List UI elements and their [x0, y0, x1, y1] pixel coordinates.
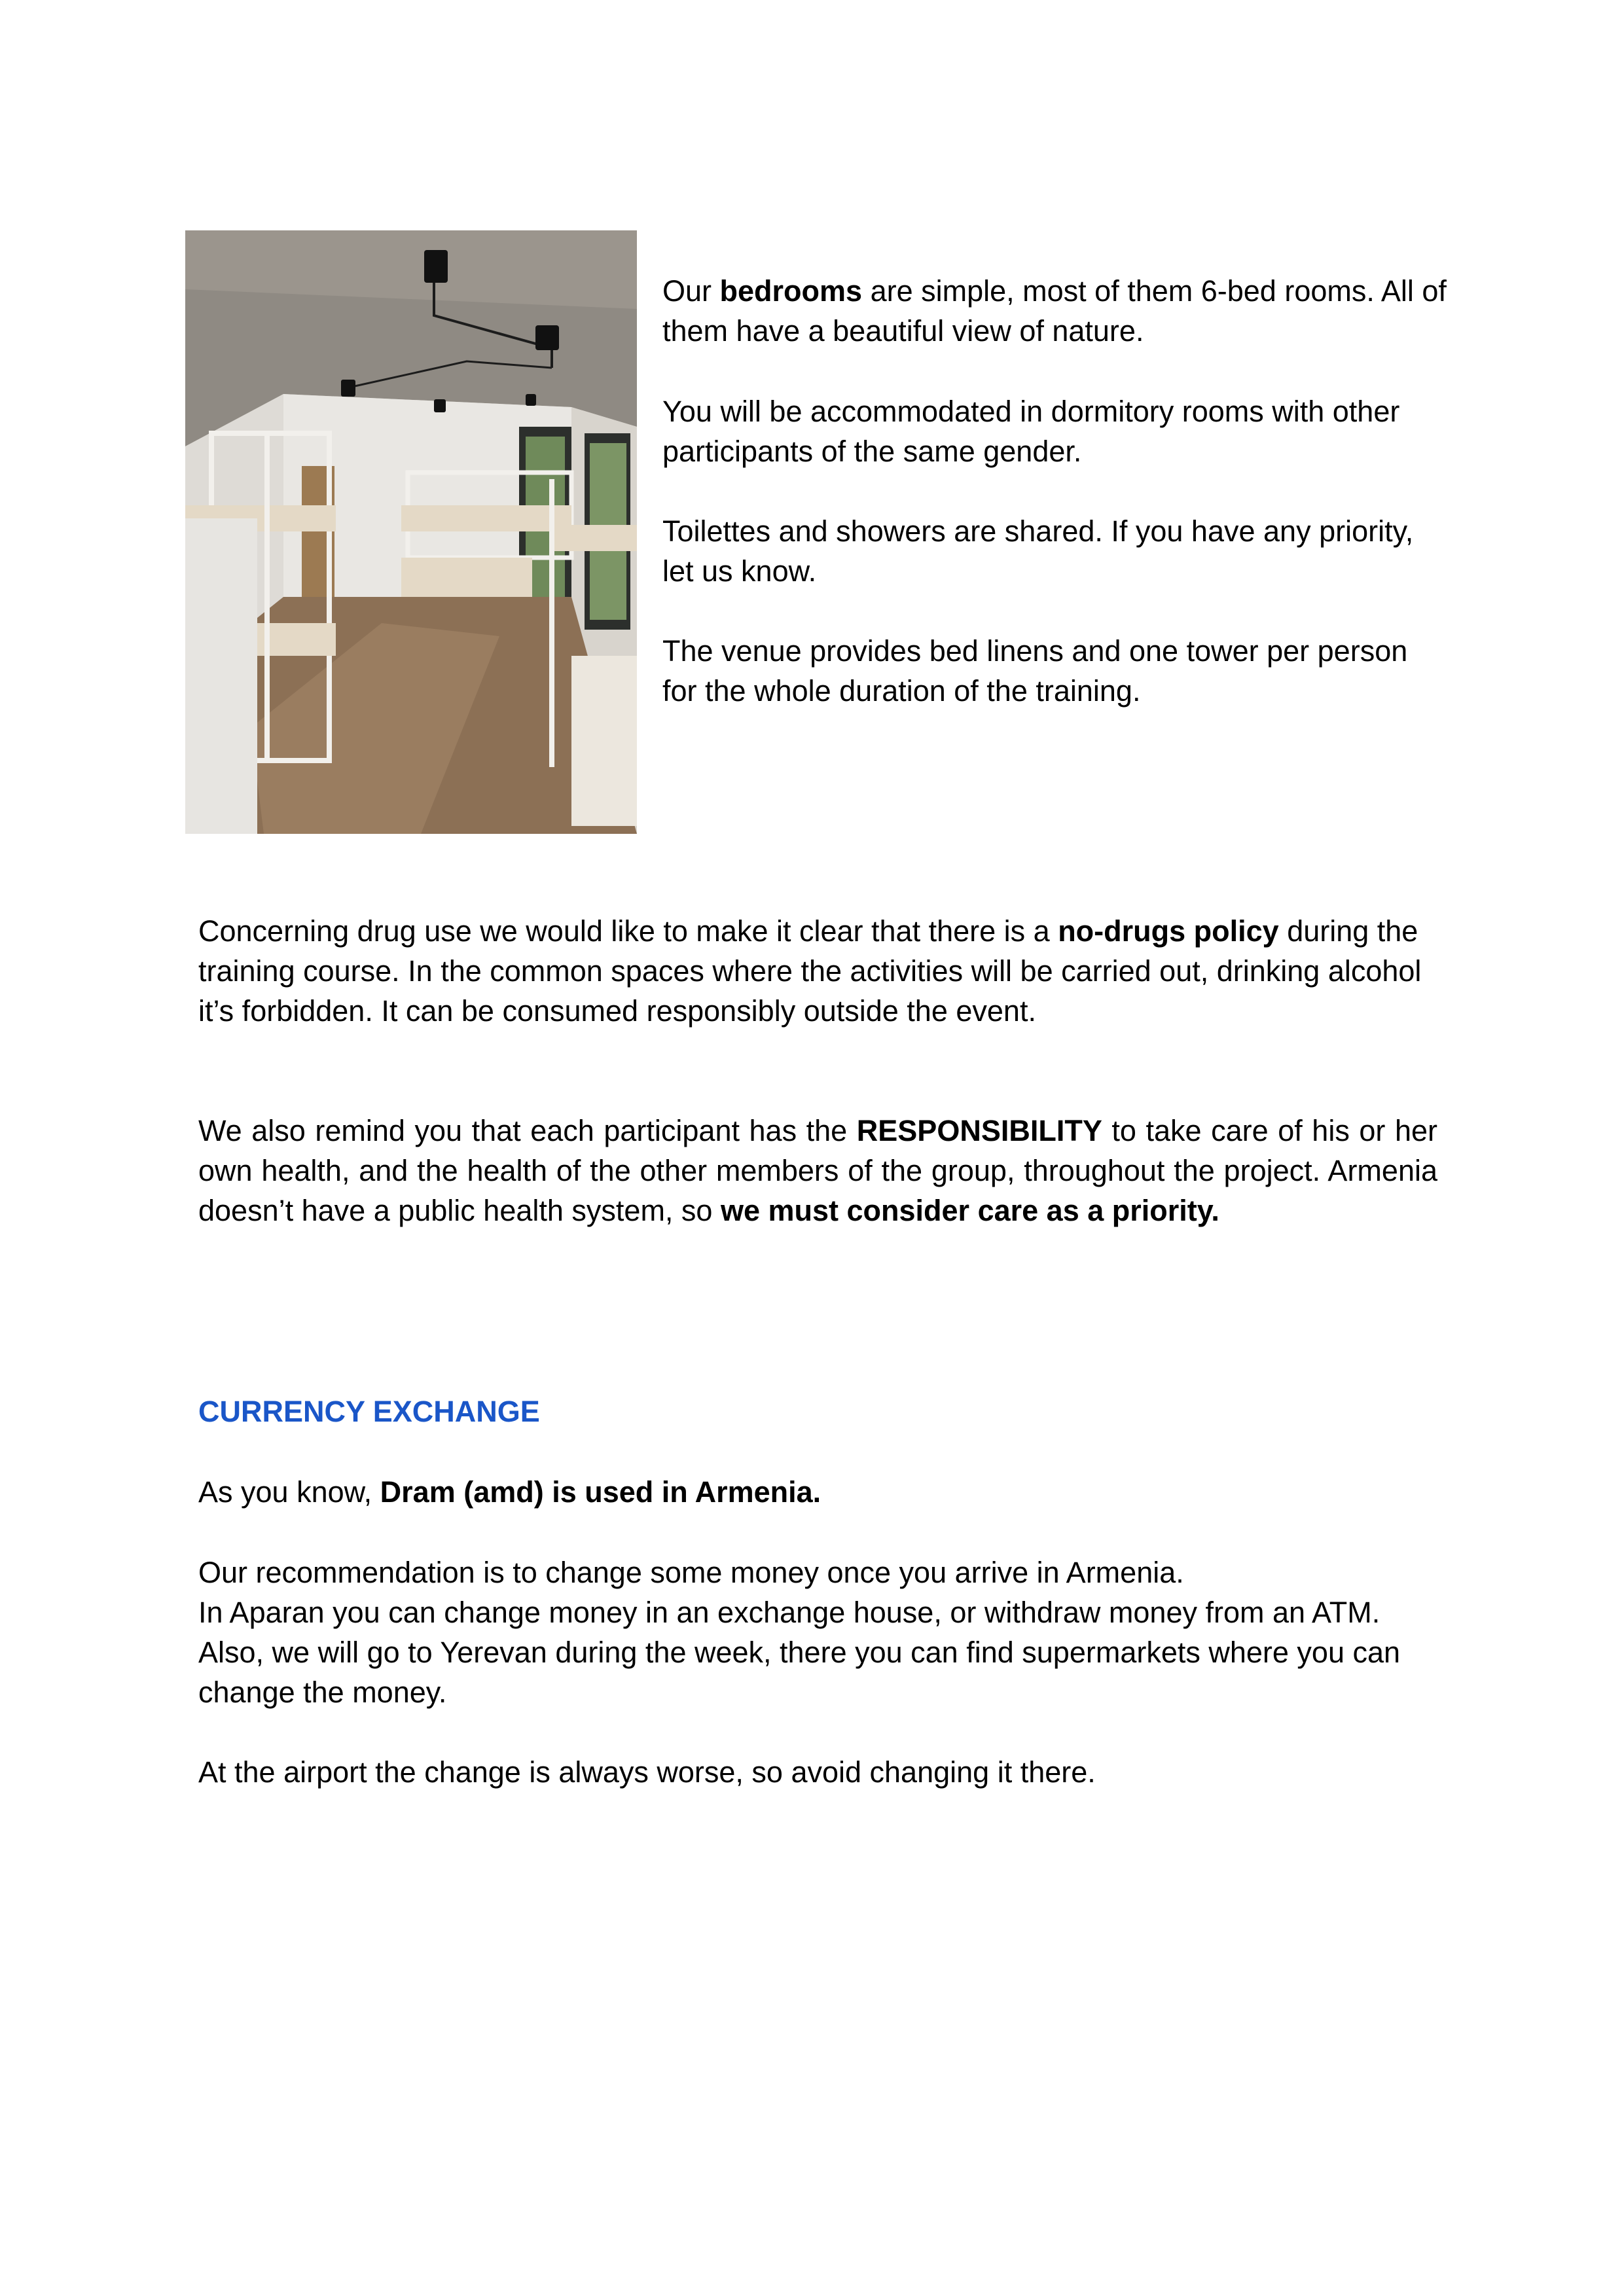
- bold-dram: Dram (amd) is used in Armenia.: [380, 1475, 821, 1509]
- text-run: As you know,: [198, 1475, 380, 1509]
- dram-paragraph: [198, 1472, 1437, 1512]
- airport-paragraph: At the airport the change is always worse, so avoid changing it there.: [198, 1755, 1096, 1789]
- text-run: to take care of his or her own health, and the health of the other members of the group, throughout the project. Armenia doesn’t have a public health system, so: [198, 1114, 1438, 1227]
- text-line: Our recommendation is to change some money once you arrive in Armenia.: [198, 1556, 1184, 1589]
- bedroom-photo: [185, 230, 637, 834]
- dormitory-bedroom-photo-icon: [185, 230, 637, 834]
- currency-exchange-heading: CURRENCY EXCHANGE: [198, 1395, 540, 1428]
- bedrooms-paragraph: [662, 271, 1448, 351]
- bold-bedrooms: bedrooms: [719, 274, 863, 308]
- text-line: In Aparan you can change money in an exchange house, or withdraw money from an ATM.: [198, 1596, 1380, 1629]
- health-responsibility-paragraph: [198, 1111, 1437, 1230]
- text-run: Concerning drug use we would like to make it clear that there is a: [198, 914, 1058, 948]
- bold-care-priority: we must consider care as a priority.: [720, 1194, 1219, 1227]
- bold-no-drugs-policy: no-drugs policy: [1058, 914, 1279, 948]
- bold-responsibility: RESPONSIBILITY: [856, 1114, 1102, 1147]
- exchange-recommendation-paragraph: [198, 1552, 1437, 1712]
- dormitory-paragraph: You will be accommodated in dormitory rooms with other participants of the same gender.: [662, 395, 1400, 468]
- toilettes-paragraph: Toilettes and showers are shared. If you have any priority, let us know.: [662, 514, 1414, 588]
- text-run: are simple, most of them 6-bed rooms. All of them have a beautiful view of nature.: [662, 274, 1447, 348]
- drugs-policy-paragraph: [198, 911, 1437, 1031]
- text-run: during the training course. In the common spaces where the activities will be carried out, drinking alcohol it’s forbidden. It can be consumed responsibly outside the event.: [198, 914, 1422, 1028]
- text-line: Also, we will go to Yerevan during the week, there you can find supermarkets where you can change the money.: [198, 1636, 1401, 1709]
- bed-linens-paragraph: The venue provides bed linens and one tower per person for the whole duration of the training.: [662, 634, 1408, 708]
- text-run: Our: [662, 274, 720, 308]
- text-run: We also remind you that each participant has the: [198, 1114, 857, 1147]
